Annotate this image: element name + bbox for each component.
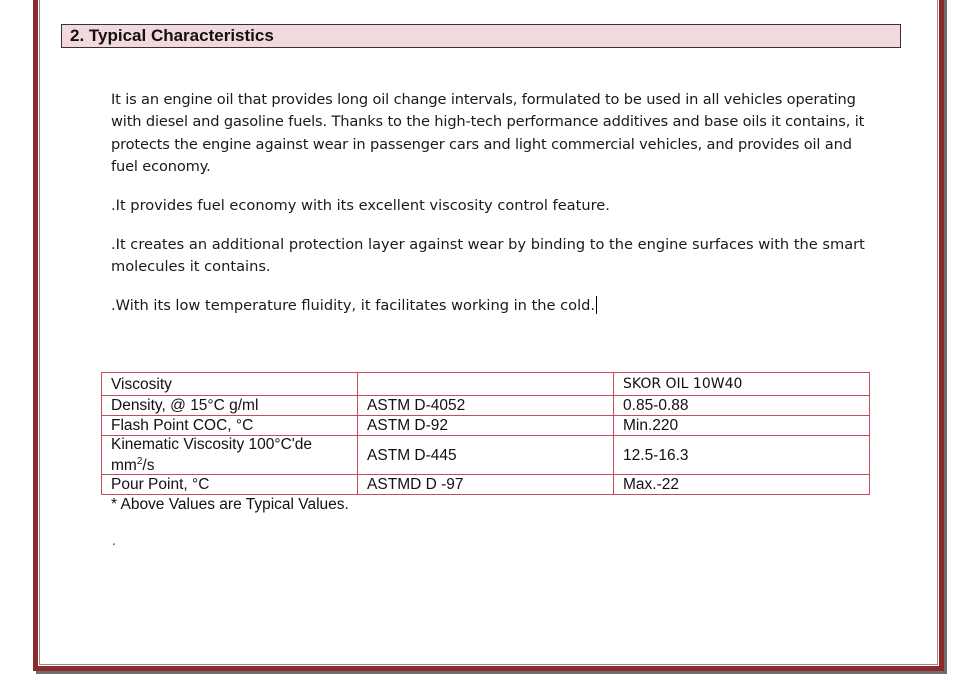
row-property xyxy=(102,436,358,475)
typical-values-note: * Above Values are Typical Values. xyxy=(111,496,349,513)
trailing-mark: . xyxy=(112,534,116,548)
row-property: Pour Point, °C xyxy=(102,475,358,495)
header-method xyxy=(358,373,614,396)
section-heading: 2. Typical Characteristics xyxy=(61,24,901,48)
table-row xyxy=(102,416,870,436)
row-value: 0.85-0.88 xyxy=(614,396,870,416)
table-row xyxy=(102,475,870,495)
row-method: ASTM D-4052 xyxy=(358,396,614,416)
header-product: SKOR OIL 10W40 xyxy=(614,373,870,396)
feature-fuel-economy: .It provides fuel economy with its excellent viscosity control feature. xyxy=(111,197,610,214)
table-header-row xyxy=(102,373,870,396)
row-value: 12.5-16.3 xyxy=(614,436,870,475)
header-property: Viscosity xyxy=(102,373,358,396)
row-property-unit-base: mm xyxy=(111,457,137,475)
row-property-line1: Kinematic Viscosity 100°C'de xyxy=(111,436,312,453)
row-method: ASTMD D -97 xyxy=(358,475,614,495)
row-property-unit-exponent: 2 xyxy=(136,456,143,467)
feature-wear-protection: .It creates an additional protection layer against wear by binding to the engine surfaces with the smart molecules it contains. xyxy=(111,236,865,276)
row-value: Max.-22 xyxy=(614,475,870,495)
description-paragraph: It is an engine oil that provides long oil change intervals, formulated to be used in all vehicles operating with diesel and gasoline fuels. Thanks to the high-tech performance additives and base oils it contains, it protects the engine against wear in passenger cars and light commercial vehicles, and provides oil and fuel economy. xyxy=(111,91,865,175)
row-property: Flash Point COC, °C xyxy=(102,416,358,436)
row-property: Density, @ 15°C g/ml xyxy=(102,396,358,416)
row-method: ASTM D-445 xyxy=(358,436,614,475)
table-row xyxy=(102,436,870,475)
row-value: Min.220 xyxy=(614,416,870,436)
text-cursor xyxy=(596,296,597,314)
specs-table xyxy=(101,372,870,495)
row-property-unit-tail: /s xyxy=(142,457,155,475)
feature-cold-fluidity-text: .With its low temperature fluidity, it facilitates working in the cold. xyxy=(111,297,596,314)
row-method: ASTM D-92 xyxy=(358,416,614,436)
feature-cold-fluidity[interactable] xyxy=(111,295,871,317)
table-row xyxy=(102,396,870,416)
